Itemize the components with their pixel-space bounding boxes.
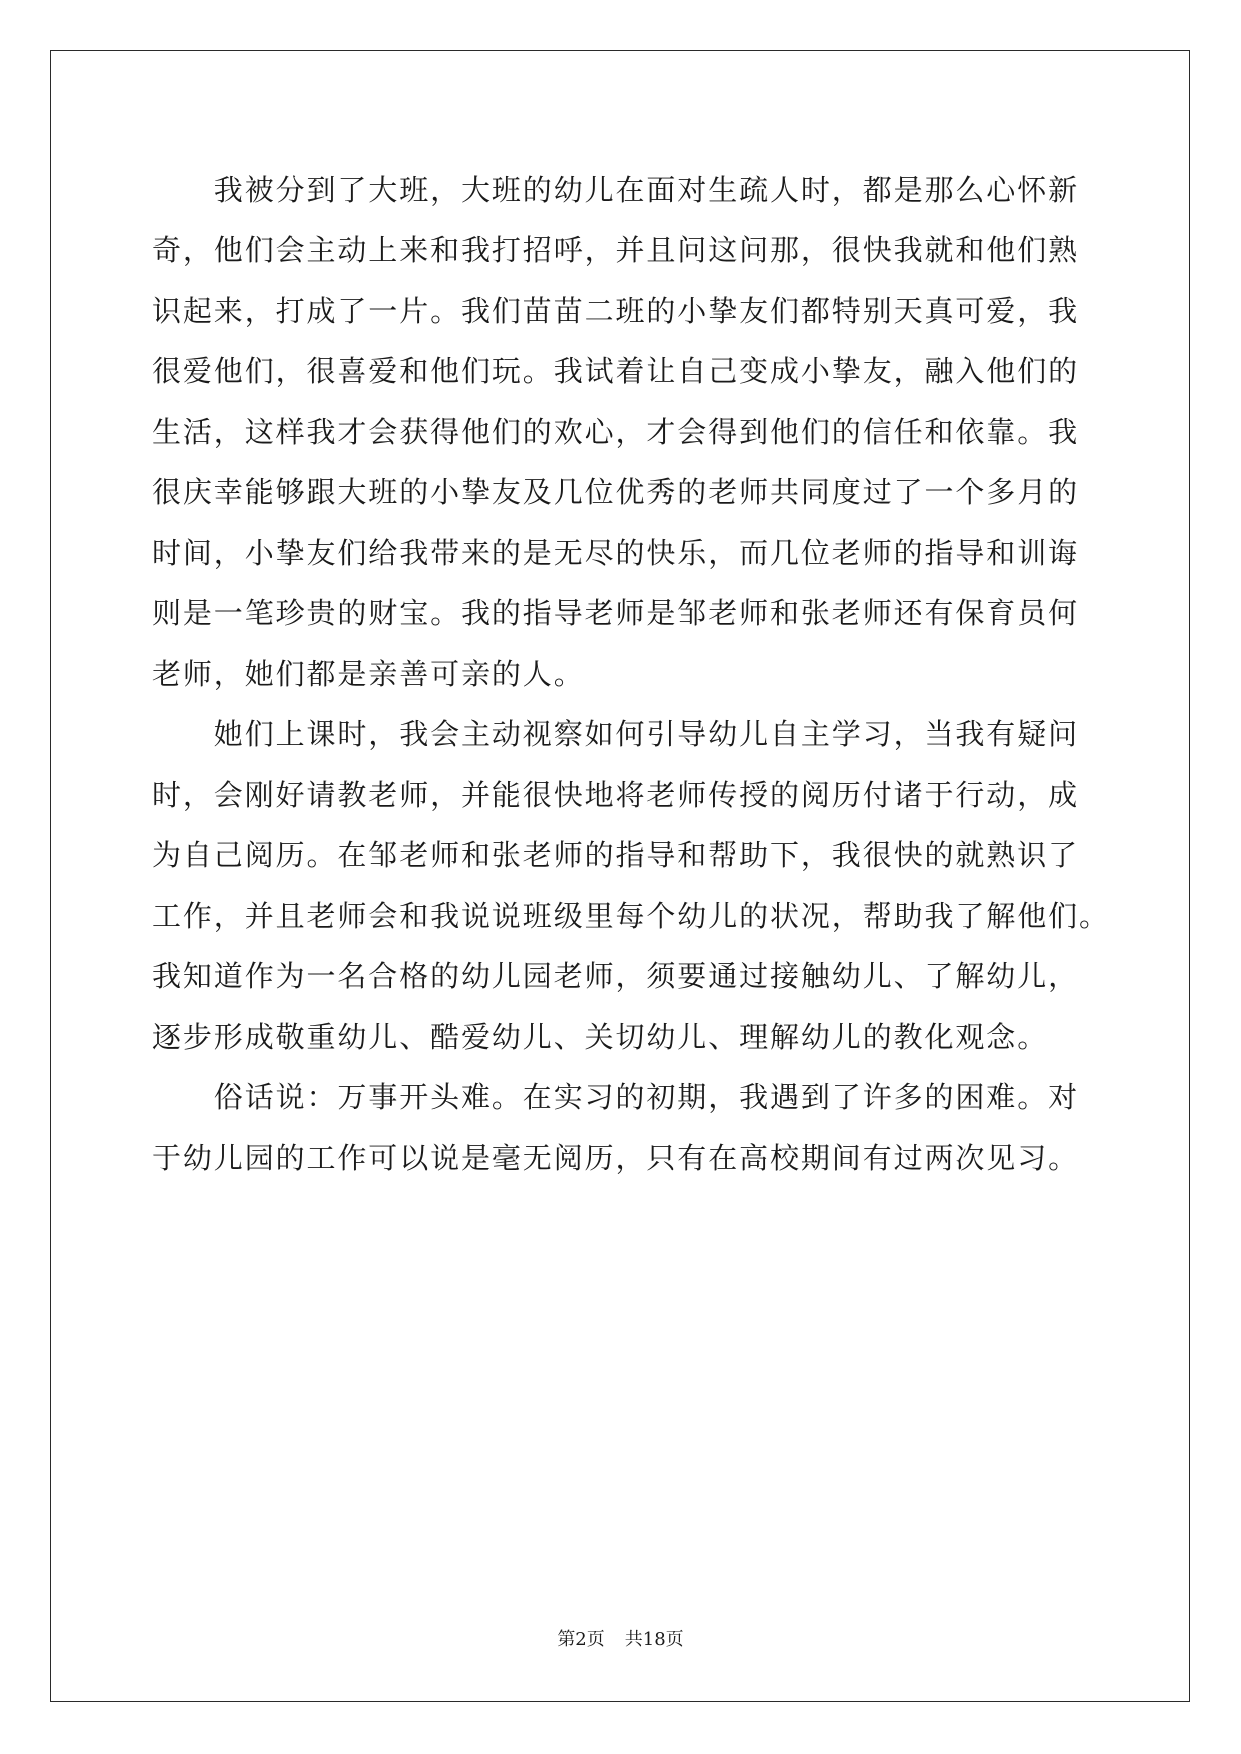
paragraph-1-line-1: 我被分到了大班，大班的幼儿在面对生疏人时，都是那么心怀新: [152, 173, 1080, 207]
paragraph-2-line-5: 我知道作为一名合格的幼儿园老师，须要通过接触幼儿、了解幼儿，: [152, 959, 1080, 993]
paragraph-1-line-8: 则是一笔珍贵的财宝。我的指导老师是邹老师和张老师还有保育员何: [152, 596, 1080, 630]
paragraph-2-line-3: 为自己阅历。在邹老师和张老师的指导和帮助下，我很快的就熟识了: [152, 838, 1080, 872]
paragraph-3-line-2: 于幼儿园的工作可以说是毫无阅历，只有在高校期间有过两次见习。: [152, 1141, 1080, 1175]
paragraph-1-line-4: 很爱他们，很喜爱和他们玩。我试着让自己变成小挚友，融入他们的: [152, 354, 1080, 388]
paragraph-2-line-6: 逐步形成敬重幼儿、酷爱幼儿、关切幼儿、理解幼儿的教化观念。: [152, 1020, 1049, 1054]
paragraph-1-line-9: 老师，她们都是亲善可亲的人。: [152, 657, 585, 691]
paragraph-2-line-1: 她们上课时，我会主动视察如何引导幼儿自主学习，当我有疑问: [152, 717, 1080, 751]
paragraph-2-line-2: 时，会刚好请教老师，并能很快地将老师传授的阅历付诸于行动，成: [152, 778, 1080, 812]
paragraph-1-line-7: 时间，小挚友们给我带来的是无尽的快乐，而几位老师的指导和训诲: [152, 536, 1080, 570]
paragraph-3-line-1: 俗话说：万事开头难。在实习的初期，我遇到了许多的困难。对: [152, 1080, 1080, 1114]
paragraph-1-line-5: 生活，这样我才会获得他们的欢心，才会得到他们的信任和依靠。我: [152, 415, 1080, 449]
page-number: 第2页: [557, 1629, 605, 1650]
paragraph-1-line-3: 识起来，打成了一片。我们苗苗二班的小挚友们都特别天真可爱，我: [152, 294, 1080, 328]
page-total: 共18页: [624, 1629, 684, 1650]
page-footer: [0, 1628, 1241, 1652]
paragraph-1-line-6: 很庆幸能够跟大班的小挚友及几位优秀的老师共同度过了一个多月的: [152, 475, 1080, 509]
paragraph-1-line-2: 奇，他们会主动上来和我打招呼，并且问这问那，很快我就和他们熟: [152, 233, 1080, 267]
paragraph-2-line-4: 工作，并且老师会和我说说班级里每个幼儿的状况，帮助我了解他们。: [152, 899, 1110, 933]
